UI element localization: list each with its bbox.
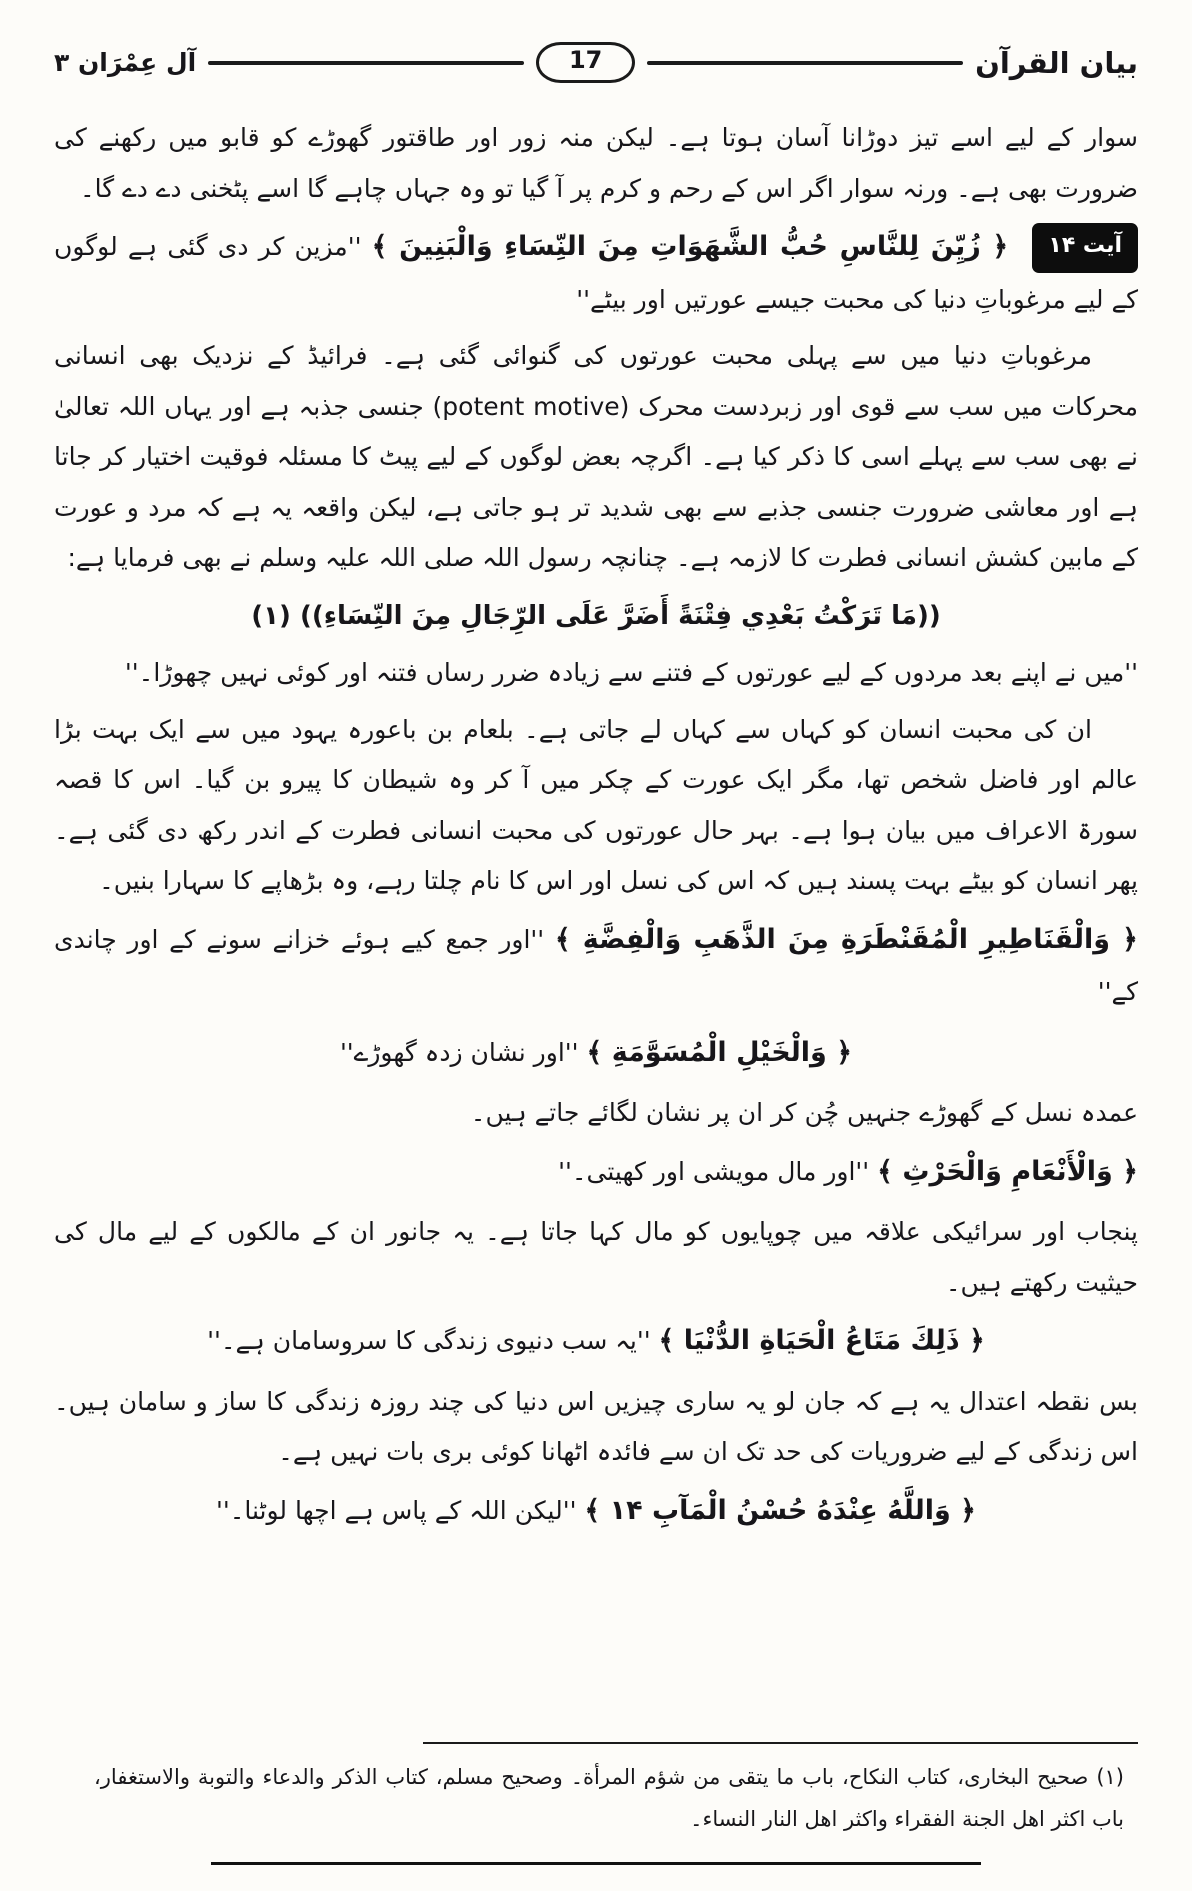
quran-verse-arabic: ﴿ وَاللَّهُ عِنْدَهُ حُسْنُ الْمَآبِ ۱۴ ﴾ [584, 1494, 976, 1526]
quran-verse-arabic: ﴿ زُيِّنَ لِلنَّاسِ حُبُّ الشَّهَوَاتِ مِنَ النِّسَاءِ وَالْبَنِينَ ﴾ [371, 231, 1009, 263]
verse-paragraph [54, 1314, 1138, 1369]
paragraph: عمدہ نسل کے گھوڑے جنہیں چُن کر ان پر نشان لگائے جاتے ہیں۔ [470, 1098, 1138, 1128]
verse-paragraph [54, 1026, 1138, 1081]
footnote-divider [423, 1742, 1138, 1744]
verse-paragraph [54, 913, 1138, 1018]
verse-translation: ''اور نشان زدہ گھوڑے'' [339, 1037, 579, 1067]
footnote-text: (۱) صحیح البخاری، کتاب النکاح، باب ما یتقی من شؤم المرأة۔ وصحیح مسلم، کتاب الذکر والدعاء والتوبة والاستغفار، باب اکثر اهل الجنة الفقراء واکثر اهل النار النساء۔ [94, 1765, 1124, 1831]
verse-translation: ''یہ سب دنیوی زندگی کا سروسامان ہے۔'' [207, 1326, 651, 1356]
surah-label: آل عِمْرَان ۳ [53, 48, 197, 78]
page-number: 17 [568, 46, 603, 74]
verse-paragraph [54, 1484, 1138, 1539]
book-title: بیان القرآن [975, 45, 1138, 80]
page-header [54, 42, 1138, 83]
page-number-ornament [536, 42, 635, 83]
verse-paragraph [54, 1145, 1138, 1200]
paragraph: پنجاب اور سرائیکی علاقہ میں چوپایوں کو مال کہا جاتا ہے۔ یہ جانور ان کے مالکوں کے لیے مال کی حیثیت رکھتے ہیں۔ [54, 1217, 1138, 1297]
hadith-text: ((مَا تَرَكْتُ بَعْدِي فِتْنَةً أَضَرَّ عَلَى الرِّجَالِ مِنَ النِّسَاءِ)) (۱) [251, 600, 941, 631]
ayat-number-badge: آیت ۱۴ [1032, 223, 1138, 273]
verse-translation: ''مزین کر دی گئی ہے لوگوں کے لیے مرغوباتِ دنیا کی محبت جیسے عورتیں اور بیٹے'' [54, 232, 1138, 314]
verse-translation: ''اور مال مویشی اور کھیتی۔'' [558, 1156, 870, 1186]
ayat-paragraph [54, 220, 1138, 325]
verse-translation: ''لیکن اللہ کے پاس ہے اچھا لوٹنا۔'' [216, 1495, 577, 1525]
page-body [54, 113, 1138, 1546]
hadith-translation: ''میں نے اپنے بعد مردوں کے لیے عورتوں کے فتنے سے زیادہ ضرر رساں فتنہ اور کوئی نہیں چھوڑا۔'' [124, 658, 1138, 688]
paragraph: مرغوباتِ دنیا میں سے پہلی محبت عورتوں کی گنوائی گئی ہے۔ فرائیڈ کے نزدیک بھی انسانی محرکات میں سب سے قوی اور زبردست محرک (potent motive) جنسی جذبہ ہے اور یہاں اللہ تعالیٰ نے بھی سب سے پہلے اسی کا ذکر کیا ہے۔ اگرچہ بعض لوگوں کے لیے پیٹ کا مسئلہ فوقیت اختیار کر جاتا ہے اور معاشی ضرورت جنسی جذبے سے بھی شدید تر ہو جاتی ہے، لیکن واقعہ یہ ہے کہ مرد و عورت کے مابین کشش انسانی فطرت کا لازمہ ہے۔ چنانچہ رسول اللہ صلی اللہ علیہ وسلم نے بھی فرمایا ہے: [54, 341, 1138, 573]
header-rule-left [208, 61, 524, 65]
quran-verse-arabic: ﴿ ذَلِكَ مَتَاعُ الْحَيَاةِ الدُّنْيَا ﴾ [658, 1325, 985, 1357]
paragraph: ان کی محبت انسان کو کہاں سے کہاں لے جاتی ہے۔ بلعام بن باعورہ یہود میں سے ایک بہت بڑا عالم اور فاضل شخص تھا، مگر ایک عورت کے چکر میں آ کر وہ شیطان کا پیرو بن گیا۔ اس کا قصہ سورۃ الاعراف میں بیان ہوا ہے۔ بہر حال عورتوں کی محبت انسانی فطرت کے اندر رکھ دی گئی ہے۔ پھر انسان کو بیٹے بہت پسند ہیں کہ اس کی نسل اور اس کا نام چلتا رہے، وہ بڑھاپے کا سہارا بنیں۔ [54, 714, 1138, 896]
hadith-arabic [54, 590, 1138, 643]
paragraph: بس نقطہ اعتدال یہ ہے کہ جان لو یہ ساری چیزیں اس دنیا کی چند روزہ زندگی کا ساز و سامان ہیں۔ اس زندگی کے لیے ضروریات کی حد تک ان سے فائدہ اٹھانا کوئی بری بات نہیں ہے۔ [54, 1386, 1138, 1467]
page-bottom-rule [211, 1862, 981, 1865]
header-rule-right [647, 61, 963, 65]
quran-verse-arabic: ﴿ وَالْأَنْعَامِ وَالْحَرْثِ ﴾ [877, 1155, 1138, 1187]
footnote-section [54, 1728, 1138, 1865]
quran-verse-arabic: ﴿ وَالْقَنَاطِيرِ الْمُقَنْطَرَةِ مِنَ الذَّهَبِ وَالْفِضَّةِ ﴾ [554, 923, 1138, 955]
verse-translation: ''اور جمع کیے ہوئے خزانے سونے کے اور چاندی کے'' [54, 924, 1138, 1007]
paragraph-continuation: سوار کے لیے اسے تیز دوڑانا آسان ہوتا ہے۔ لیکن منہ زور اور طاقتور گھوڑے کو قابو میں رکھنے کی ضرورت بھی ہے۔ ورنہ سوار اگر اس کے رحم و کرم پر آ گیا تو وہ جہاں چاہے گا اسے پٹخنی دے دے گا۔ [54, 123, 1138, 203]
quran-verse-arabic: ﴿ وَالْخَيْلِ الْمُسَوَّمَةِ ﴾ [586, 1036, 853, 1068]
